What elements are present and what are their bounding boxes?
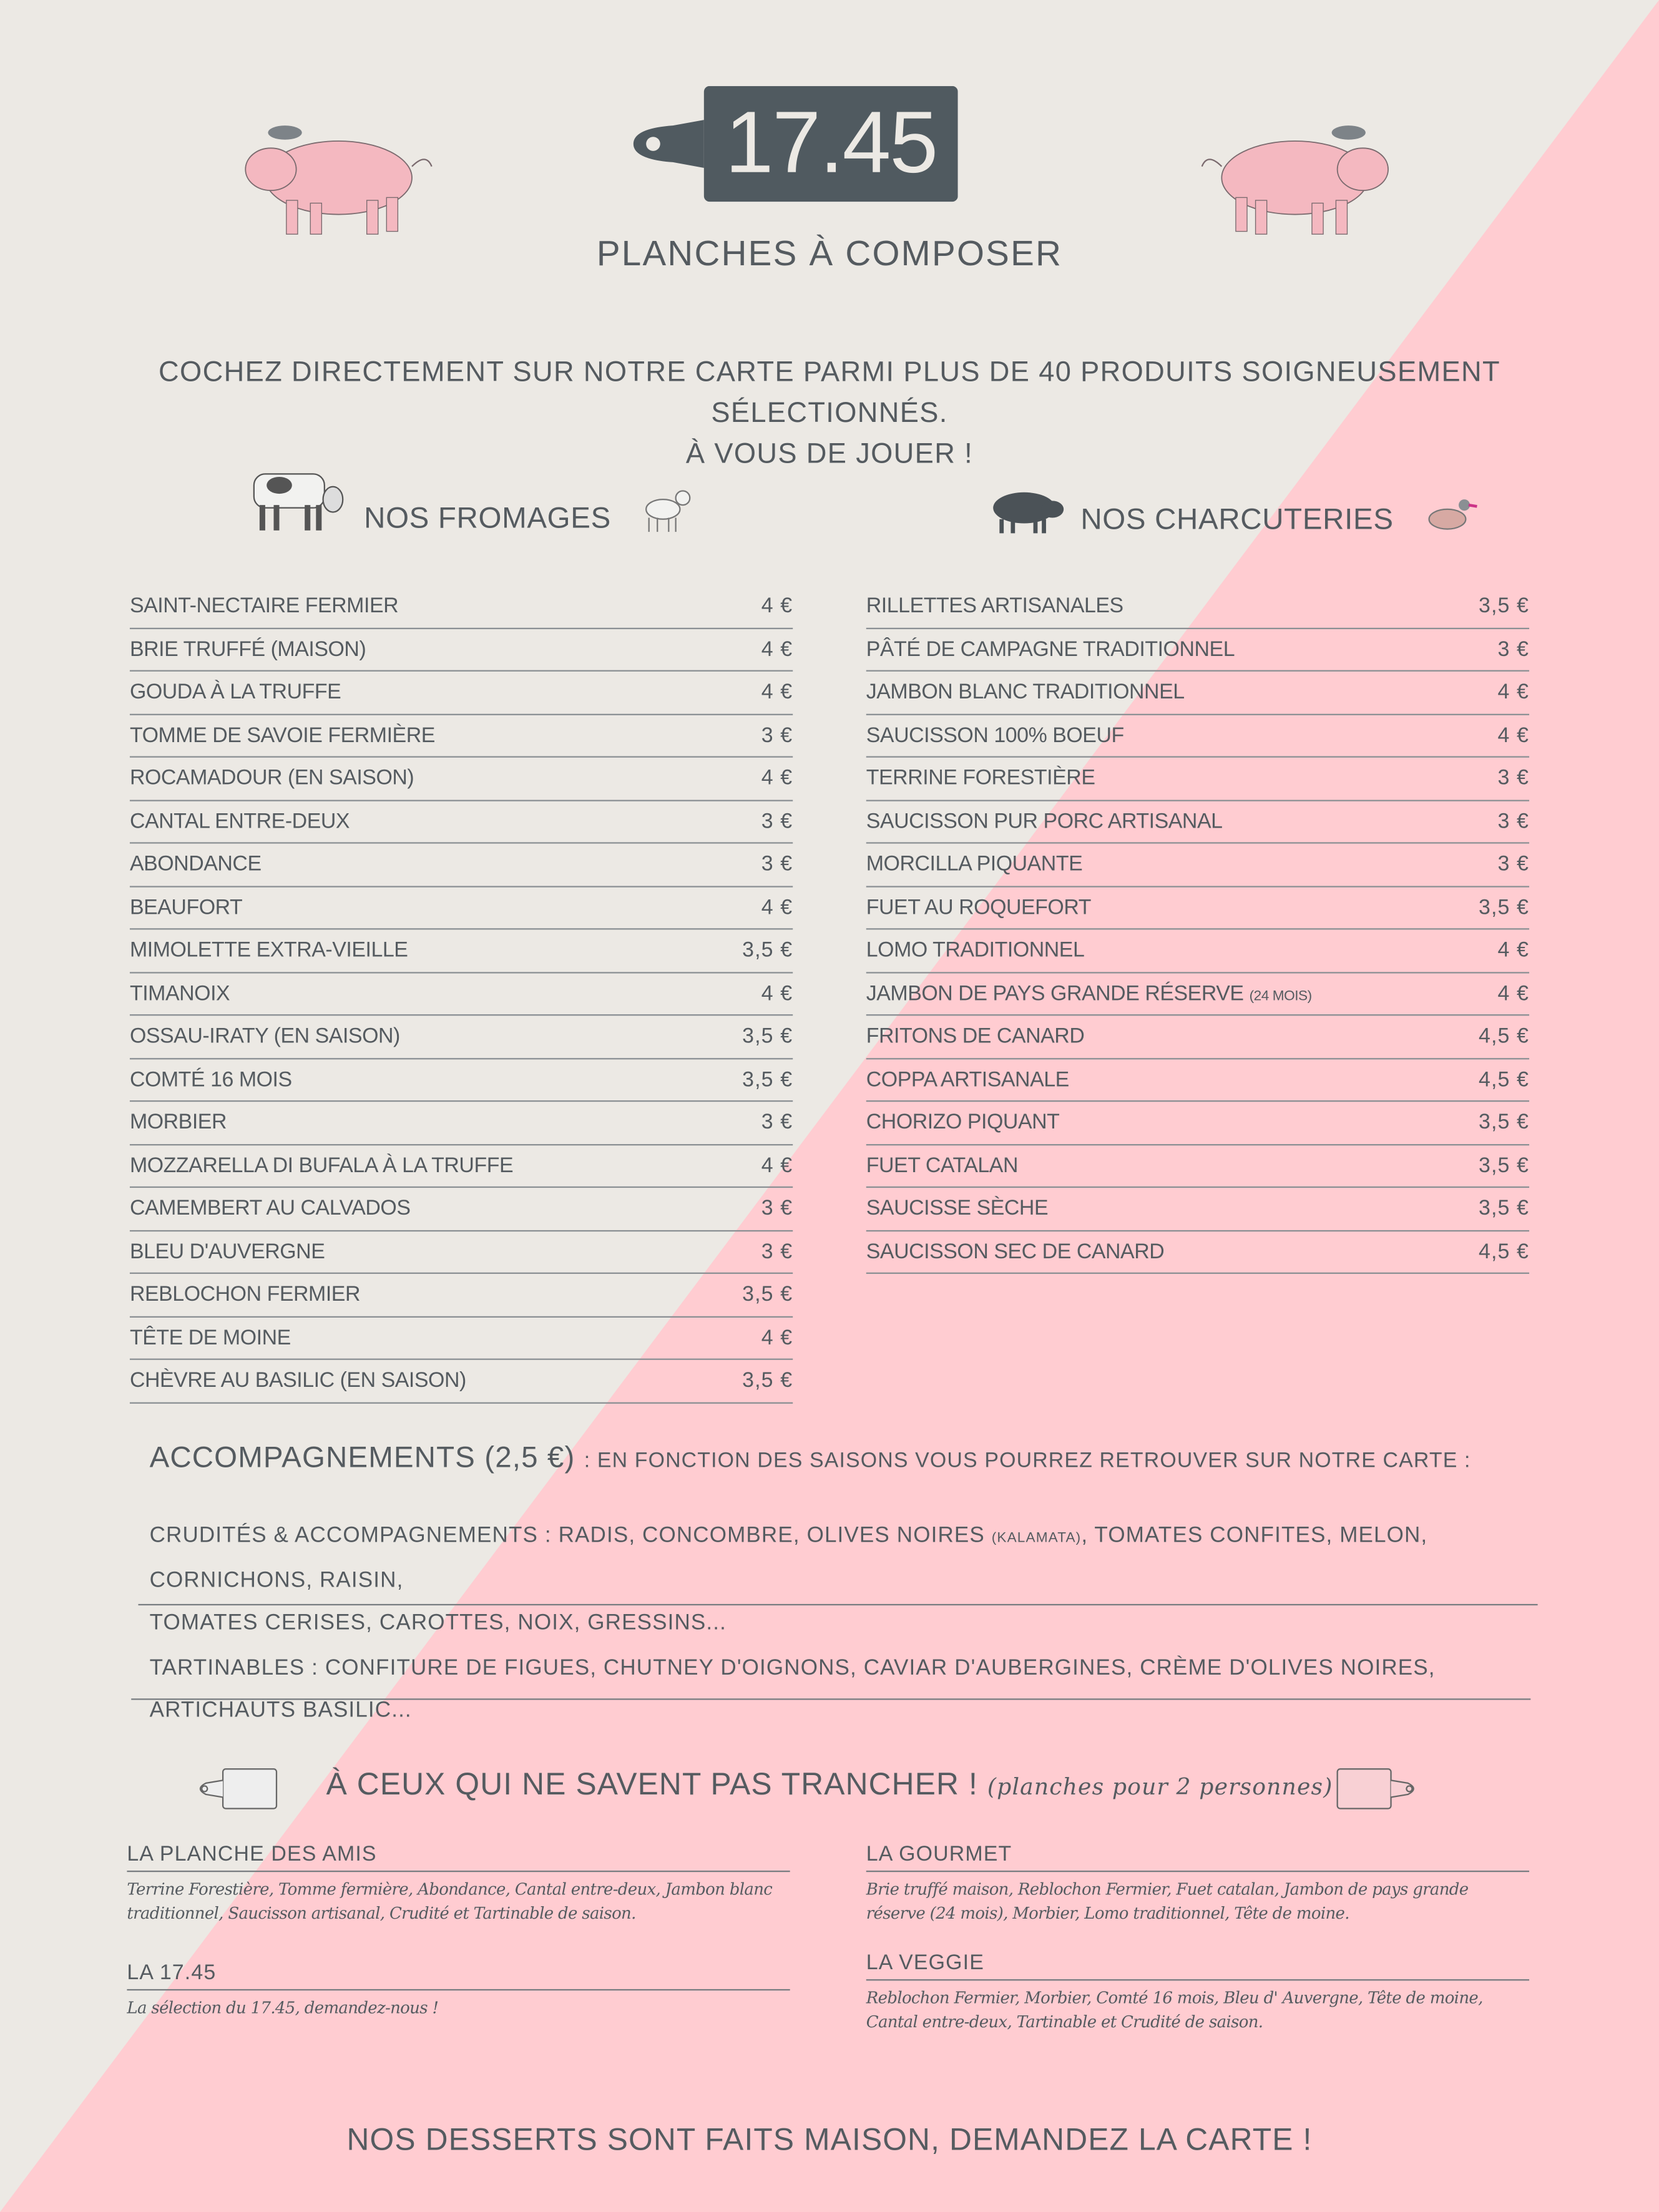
- menu-item-row[interactable]: [130, 673, 793, 715]
- menu-item-row[interactable]: [130, 1361, 793, 1403]
- item-name: [130, 1146, 513, 1186]
- item-name-text: MORCILLA PIQUANTE: [866, 852, 1083, 876]
- item-name-text: JAMBON BLANC TRADITIONNEL: [866, 680, 1185, 704]
- item-name: [130, 1232, 325, 1272]
- menu-item-row[interactable]: [866, 888, 1529, 930]
- item-note: (24 MOIS): [1249, 988, 1312, 1004]
- menu-item-row[interactable]: [866, 845, 1529, 887]
- item-name-text: CHORIZO PIQUANT: [866, 1110, 1060, 1135]
- charcuteries-list: [866, 587, 1529, 1275]
- item-name: [130, 673, 341, 713]
- item-price: 3,5 €: [742, 1067, 793, 1092]
- item-name: [130, 630, 366, 670]
- menu-item-row[interactable]: [130, 759, 793, 801]
- item-name: [866, 1103, 1060, 1143]
- crudites-label: CRUDITÉS & ACCOMPAGNEMENTS: [149, 1524, 539, 1548]
- item-name: [130, 974, 230, 1014]
- item-name-text: CANTAL ENTRE-DEUX: [129, 809, 350, 833]
- menu-item-row[interactable]: [866, 1232, 1529, 1274]
- crudites-text-part: : RADIS, CONCOMBRE, OLIVES NOIRES: [538, 1524, 992, 1548]
- item-name-text: SAUCISSON 100% BOEUF: [866, 723, 1124, 747]
- menu-item-row[interactable]: [866, 1103, 1529, 1145]
- item-name: [866, 931, 1085, 971]
- item-name: [866, 587, 1123, 627]
- planches-title: À CEUX QUI NE SAVENT PAS TRANCHER !: [326, 1766, 978, 1802]
- menu-item-row[interactable]: [866, 716, 1529, 758]
- item-price: 4 €: [761, 981, 793, 1006]
- item-name: [866, 630, 1235, 670]
- menu-item-row[interactable]: [866, 1146, 1529, 1188]
- item-name-text: CAMEMBERT AU CALVADOS: [129, 1196, 411, 1221]
- item-name: [130, 759, 414, 799]
- item-name-text: FUET CATALAN: [866, 1153, 1019, 1178]
- footer-text: NOS DESSERTS SONT FAITS MAISON, DEMANDEZ LA CARTE !: [346, 2121, 1313, 2157]
- item-price: 4 €: [1497, 938, 1530, 962]
- planche-item: [127, 1843, 790, 1926]
- menu-item-row[interactable]: [130, 888, 793, 930]
- menu-item-row[interactable]: [866, 931, 1529, 973]
- planche-item: [866, 1843, 1529, 1926]
- item-price: 3 €: [761, 1110, 793, 1135]
- fromages-list: [130, 587, 793, 1404]
- item-price: 4 €: [1497, 981, 1530, 1006]
- item-name-text: ABONDANCE: [129, 852, 262, 876]
- item-price: 3,5 €: [742, 1282, 793, 1306]
- cutting-board-icon-right: [1334, 1766, 1422, 1811]
- item-price: 3,5 €: [1478, 1196, 1530, 1221]
- menu-item-row[interactable]: [130, 1275, 793, 1317]
- menu-item-row[interactable]: [130, 802, 793, 844]
- item-name: [866, 802, 1223, 842]
- item-price: 4,5 €: [1478, 1024, 1530, 1049]
- item-price: 4 €: [761, 1153, 793, 1178]
- item-name: [866, 1232, 1165, 1272]
- menu-item-row[interactable]: [130, 1060, 793, 1102]
- menu-item-row[interactable]: [130, 974, 793, 1016]
- item-name: [866, 1189, 1048, 1229]
- menu-item-row[interactable]: [866, 1060, 1529, 1102]
- item-name: [130, 1275, 360, 1315]
- planches-note: (planches pour 2 personnes): [987, 1773, 1333, 1801]
- item-price: 4 €: [1497, 723, 1530, 747]
- item-name-text: REBLOCHON FERMIER: [129, 1282, 361, 1306]
- item-price: 4,5 €: [1478, 1239, 1530, 1264]
- menu-item-row[interactable]: [130, 716, 793, 758]
- menu-item-row[interactable]: [130, 1189, 793, 1231]
- planche-name: LA GOURMET: [866, 1843, 1529, 1872]
- item-price: 3 €: [761, 809, 793, 833]
- item-name: [866, 1060, 1069, 1100]
- pig-illustration-left: [237, 115, 434, 242]
- item-name-text: TOMME DE SAVOIE FERMIÈRE: [129, 723, 435, 747]
- item-name: [130, 845, 262, 885]
- item-name-text: ROCAMADOUR (EN SAISON): [129, 766, 414, 790]
- item-name-text: RILLETTES ARTISANALES: [866, 594, 1123, 618]
- item-name: [130, 1103, 227, 1143]
- item-name-text: COMTÉ 16 MOIS: [129, 1067, 292, 1092]
- menu-item-row[interactable]: [130, 1017, 793, 1059]
- item-name: [130, 888, 242, 928]
- item-price: 3 €: [761, 1239, 793, 1264]
- logo-text: 17.45: [725, 94, 937, 192]
- item-name-text: SAUCISSON SEC DE CANARD: [866, 1239, 1165, 1264]
- item-price: 3,5 €: [742, 938, 793, 962]
- planche-item: [127, 1961, 790, 2020]
- planche-desc: La sélection du 17.45, demandez-nous !: [127, 1997, 439, 2018]
- item-name: [866, 888, 1091, 928]
- planche-name: LA VEGGIE: [866, 1951, 1529, 1980]
- item-name-text: SAINT-NECTAIRE FERMIER: [129, 594, 399, 618]
- item-name: [130, 1189, 411, 1229]
- menu-item-row[interactable]: [866, 630, 1529, 672]
- item-price: 3 €: [1497, 766, 1530, 790]
- item-name: [130, 931, 408, 971]
- item-name: [866, 1017, 1085, 1057]
- item-name-text: COPPA ARTISANALE: [866, 1067, 1069, 1092]
- item-name-text: TERRINE FORESTIÈRE: [866, 766, 1095, 790]
- item-name-text: CHÈVRE AU BASILIC (EN SAISON): [129, 1368, 466, 1392]
- fromages-title: NOS FROMAGES: [364, 502, 611, 535]
- item-name-text: OSSAU-IRATY (EN SAISON): [129, 1024, 400, 1049]
- menu-item-row[interactable]: [130, 1318, 793, 1360]
- accompagnements-heading: [150, 1442, 1471, 1475]
- item-name: [130, 1361, 466, 1401]
- item-price: 3,5 €: [742, 1368, 793, 1392]
- menu-item-row[interactable]: [866, 802, 1529, 844]
- item-price: 4 €: [761, 1325, 793, 1349]
- item-name: [130, 1060, 292, 1100]
- item-name: [866, 673, 1185, 713]
- menu-item-row[interactable]: [130, 845, 793, 887]
- pig-illustration-right: [1199, 115, 1396, 242]
- divider: [131, 1698, 1530, 1700]
- divider: [138, 1604, 1537, 1605]
- menu-item-row[interactable]: [130, 1103, 793, 1145]
- item-name: [130, 716, 435, 756]
- item-name-text: BLEU D'AUVERGNE: [129, 1239, 325, 1264]
- menu-item-row[interactable]: [866, 1189, 1529, 1231]
- item-name: [866, 974, 1312, 1014]
- menu-item-row[interactable]: [130, 630, 793, 672]
- item-name-text: JAMBON DE PAYS GRANDE RÉSERVE: [866, 981, 1244, 1006]
- item-price: 3 €: [1497, 809, 1530, 833]
- item-price: 3 €: [761, 852, 793, 876]
- item-name-text: MOZZARELLA DI BUFALA À LA TRUFFE: [129, 1153, 514, 1178]
- item-price: 3,5 €: [1478, 1153, 1530, 1178]
- menu-item-row[interactable]: [130, 1232, 793, 1274]
- black-pig-icon: [982, 486, 1067, 536]
- item-price: 4 €: [761, 766, 793, 790]
- menu-item-row[interactable]: [866, 673, 1529, 715]
- goat-icon: [638, 484, 694, 534]
- item-price: 3 €: [761, 1196, 793, 1221]
- planche-desc: Terrine Forestière, Tomme fermière, Abondance, Cantal entre-deux, Jambon blanc traditionnel, Saucisson artisanal, Crudité et Tartinable de saison.: [127, 1879, 773, 1923]
- item-name-text: SAUCISSE SÈCHE: [866, 1196, 1049, 1221]
- planche-desc: Brie truffé maison, Reblochon Fermier, Fuet catalan, Jambon de pays grande réserve (24 mois), Morbier, Lomo traditionnel, Tête de moine.: [866, 1879, 1469, 1923]
- page-subtitle: PLANCHES À COMPOSER: [596, 234, 1063, 274]
- duck-icon: [1425, 494, 1479, 536]
- item-price: 4 €: [761, 637, 793, 661]
- item-price: 3,5 €: [1478, 895, 1530, 919]
- item-name-text: LOMO TRADITIONNEL: [866, 938, 1085, 962]
- item-price: 4 €: [761, 594, 793, 618]
- item-price: 3,5 €: [1478, 1110, 1530, 1135]
- item-name-text: MORBIER: [129, 1110, 227, 1135]
- item-name: [866, 716, 1124, 756]
- crudites-text-part: TOMATES CERISES, CAROTTES, NOIX, GRESSINS...: [149, 1611, 727, 1635]
- menu-item-row[interactable]: [130, 1146, 793, 1188]
- crudites-text-part: , TOMATES CONFITES, MELON, CORNICHONS, RAISIN,: [149, 1524, 1428, 1593]
- item-name: [866, 759, 1095, 799]
- item-price: 4 €: [761, 895, 793, 919]
- item-price: 4,5 €: [1478, 1067, 1530, 1092]
- menu-item-row[interactable]: [866, 974, 1529, 1016]
- item-price: 4 €: [761, 680, 793, 704]
- item-name-text: BEAUFORT: [129, 895, 243, 919]
- planche-name: LA 17.45: [127, 1961, 790, 1990]
- item-price: 3,5 €: [1478, 594, 1530, 618]
- item-name-text: FRITONS DE CANARD: [866, 1024, 1085, 1049]
- intro-text: [56, 353, 1602, 476]
- menu-item-row[interactable]: [866, 587, 1529, 629]
- item-name-text: FUET AU ROQUEFORT: [866, 895, 1092, 919]
- item-price: 4 €: [1497, 680, 1530, 704]
- item-name-text: TIMANOIX: [129, 981, 230, 1006]
- item-price: 3 €: [761, 723, 793, 747]
- menu-item-row[interactable]: [130, 931, 793, 973]
- menu-item-row[interactable]: [866, 1017, 1529, 1059]
- accompagnements-subtitle: : EN FONCTION DES SAISONS VOUS POURREZ RETROUVER SUR NOTRE CARTE :: [584, 1449, 1471, 1473]
- charcuteries-title: NOS CHARCUTERIES: [1080, 503, 1394, 536]
- item-name: [130, 802, 350, 842]
- item-name: [130, 1318, 291, 1358]
- item-name-text: TÊTE DE MOINE: [129, 1325, 291, 1349]
- intro-line-2: À VOUS DE JOUER !: [685, 438, 974, 470]
- item-name-text: GOUDA À LA TRUFFE: [129, 680, 341, 704]
- planche-item: [866, 1951, 1529, 2034]
- cow-icon: [245, 462, 347, 533]
- item-name-text: SAUCISSON PUR PORC ARTISANAL: [866, 809, 1223, 833]
- item-name: [866, 1146, 1018, 1186]
- menu-item-row[interactable]: [866, 759, 1529, 801]
- crudites-note: (KALAMATA): [991, 1530, 1082, 1547]
- tartinables-text: TARTINABLES : CONFITURE DE FIGUES, CHUTNEY D'OIGNONS, CAVIAR D'AUBERGINES, CRÈME D'OLIVES NOIRES, ARTICHAUTS BASILIC...: [149, 1656, 1436, 1723]
- item-price: 3 €: [1497, 852, 1530, 876]
- planche-name: LA PLANCHE DES AMIS: [127, 1843, 790, 1872]
- item-name: [130, 1017, 400, 1057]
- item-name-text: MIMOLETTE EXTRA-VIEILLE: [129, 938, 408, 962]
- crudites-text: [150, 1515, 1547, 1645]
- planche-desc: Reblochon Fermier, Morbier, Comté 16 mois, Bleu d' Auvergne, Tête de moine, Cantal entre-deux, Tartinable et Crudité de saison.: [866, 1987, 1483, 2032]
- item-name-text: BRIE TRUFFÉ (MAISON): [129, 637, 366, 661]
- item-name: [130, 587, 398, 627]
- menu-item-row[interactable]: [130, 587, 793, 629]
- intro-line-1: COCHEZ DIRECTEMENT SUR NOTRE CARTE PARMI PLUS DE 40 PRODUITS SOIGNEUSEMENT SÉLECTIONNÉS.: [159, 356, 1500, 429]
- item-price: 3 €: [1497, 637, 1530, 661]
- item-name: [866, 845, 1083, 885]
- logo-cutting-board: [630, 86, 957, 202]
- accompagnements-title: ACCOMPAGNEMENTS (2,5 €): [149, 1441, 575, 1474]
- item-name-text: PÂTÉ DE CAMPAGNE TRADITIONNEL: [866, 637, 1235, 661]
- item-price: 3,5 €: [742, 1024, 793, 1049]
